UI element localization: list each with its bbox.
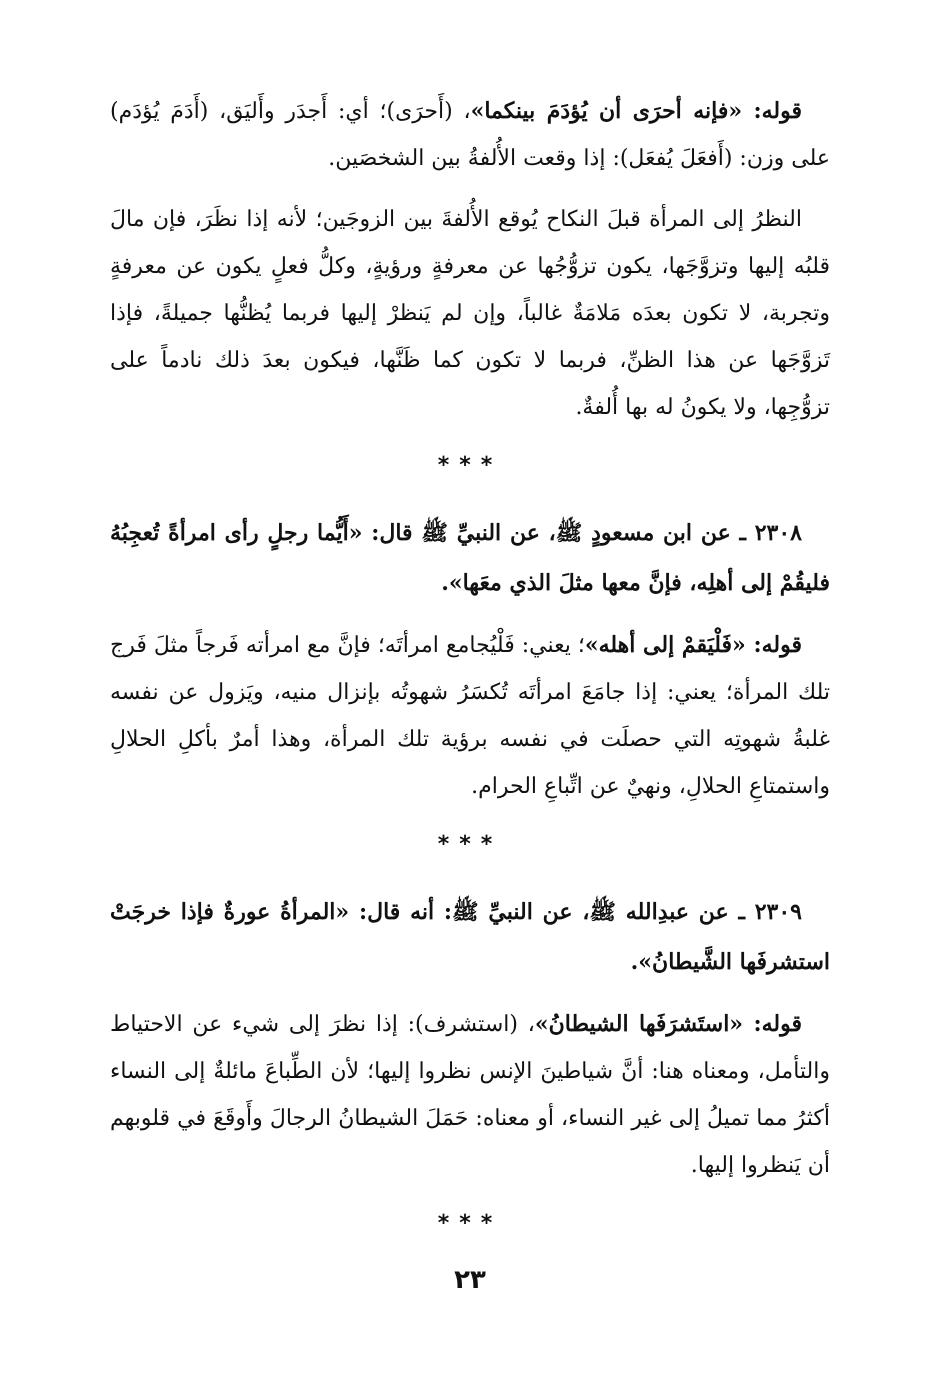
quoted-phrase: «فَلْيَقمْ إلى أهله»: [584, 632, 746, 658]
section-separator: ***: [437, 832, 503, 857]
page-body: [110, 88, 830, 1266]
commentary-label: قوله:: [742, 98, 803, 124]
commentary-paragraph-4: [110, 1001, 830, 1189]
quoted-phrase: «فإنه أحرَى أن يُؤدَمَ بينكما»: [470, 98, 743, 124]
commentary-text: ؛ يعني: فَلْيُجامع امرأتَه؛ فإنَّ مع امرأته فَرجاً مثلَ فَرج تلك المرأة؛ يعني: إذا جامَعَ امرأتَه تُكسَرُ شهوتُه بإنزال منيه، ويَزول عن نفسه غلبةُ شهوتِه التي حصلَت في نفسه برؤية تلك المرأة، وهذا أمرٌ بأكلِ الحلالِ واستمتاعِ الحلالِ، ونهيٌ عن اتِّباعِ الحرام.: [110, 633, 830, 799]
page-number: ٢٣: [454, 1265, 486, 1295]
commentary-paragraph-3: [110, 622, 830, 810]
commentary-text: ، (استشرف): إذا نظرَ إلى شيء عن الاحتياط والتأمل، ومعناه هنا: أنَّ شياطينَ الإنس نظروا إليها؛ لأن الطِّباعَ مائلةٌ إلى النساء أكثرُ مما تميلُ إلى غير النساء، أو معناه: حَمَلَ الشيطانُ الرجالَ وأَوقَعَ في قلوبهم أن يَنظروا إليها.: [110, 1012, 830, 1178]
commentary-label: قوله:: [745, 632, 802, 658]
commentary-paragraph-2: النظرُ إلى المرأة قبلَ النكاح يُوقع الأُلفةَ بين الزوجَين؛ لأنه إذا نظَرَ، فإن مالَ قلبُه إليها وتزوَّجَها، يكون تزوُّجُها عن معرفةٍ ورؤيةٍ، وكلُّ فعلٍ يكون عن معرفةٍ وتجربة، لا تكون بعدَه مَلامَةٌ غالباً، وإن لم يَنظرْ إليها فربما يُظنُّها جميلةً، فإذا تَزوَّجَها عن هذا الظنِّ، فربما لا تكون كما ظَنَّها، فيكون بعدَ ذلك نادماً على تزوُّجِها، ولا يكونُ له بها أُلفةٌ.: [110, 207, 830, 420]
section-separator: ***: [437, 453, 503, 478]
commentary-paragraph-1: [110, 88, 830, 182]
hadith-2308: ٢٣٠٨ ـ عن ابن مسعودٍ ﷺ، عن النبيِّ ﷺ قال: «أَيُّما رجلٍ رأى امرأةً تُعجِبُهُ فليقُمْ إلى أهلِه، فإنَّ معها مثلَ الذي معَها».: [110, 520, 830, 596]
hadith-2309: ٢٣٠٩ ـ عن عبدِالله ﷺ، عن النبيِّ ﷺ: أنه قال: «المرأةُ عورةٌ فإذا خرجَتْ استشرفَها الشَّيطانُ».: [110, 899, 830, 975]
quoted-phrase: «استَشرَفَها الشيطانُ»: [534, 1011, 744, 1037]
commentary-label: قوله:: [743, 1011, 802, 1037]
commentary-text: ، (أَحرَى)؛ أي: أَجدَر وأَليَق، (أَدَمَ يُؤدَم) على وزن: (أَفعَلَ يُفعَل): إذا وقعت الأُلفةُ بين الشخصَين.: [110, 99, 830, 171]
section-separator: ***: [437, 1211, 503, 1236]
